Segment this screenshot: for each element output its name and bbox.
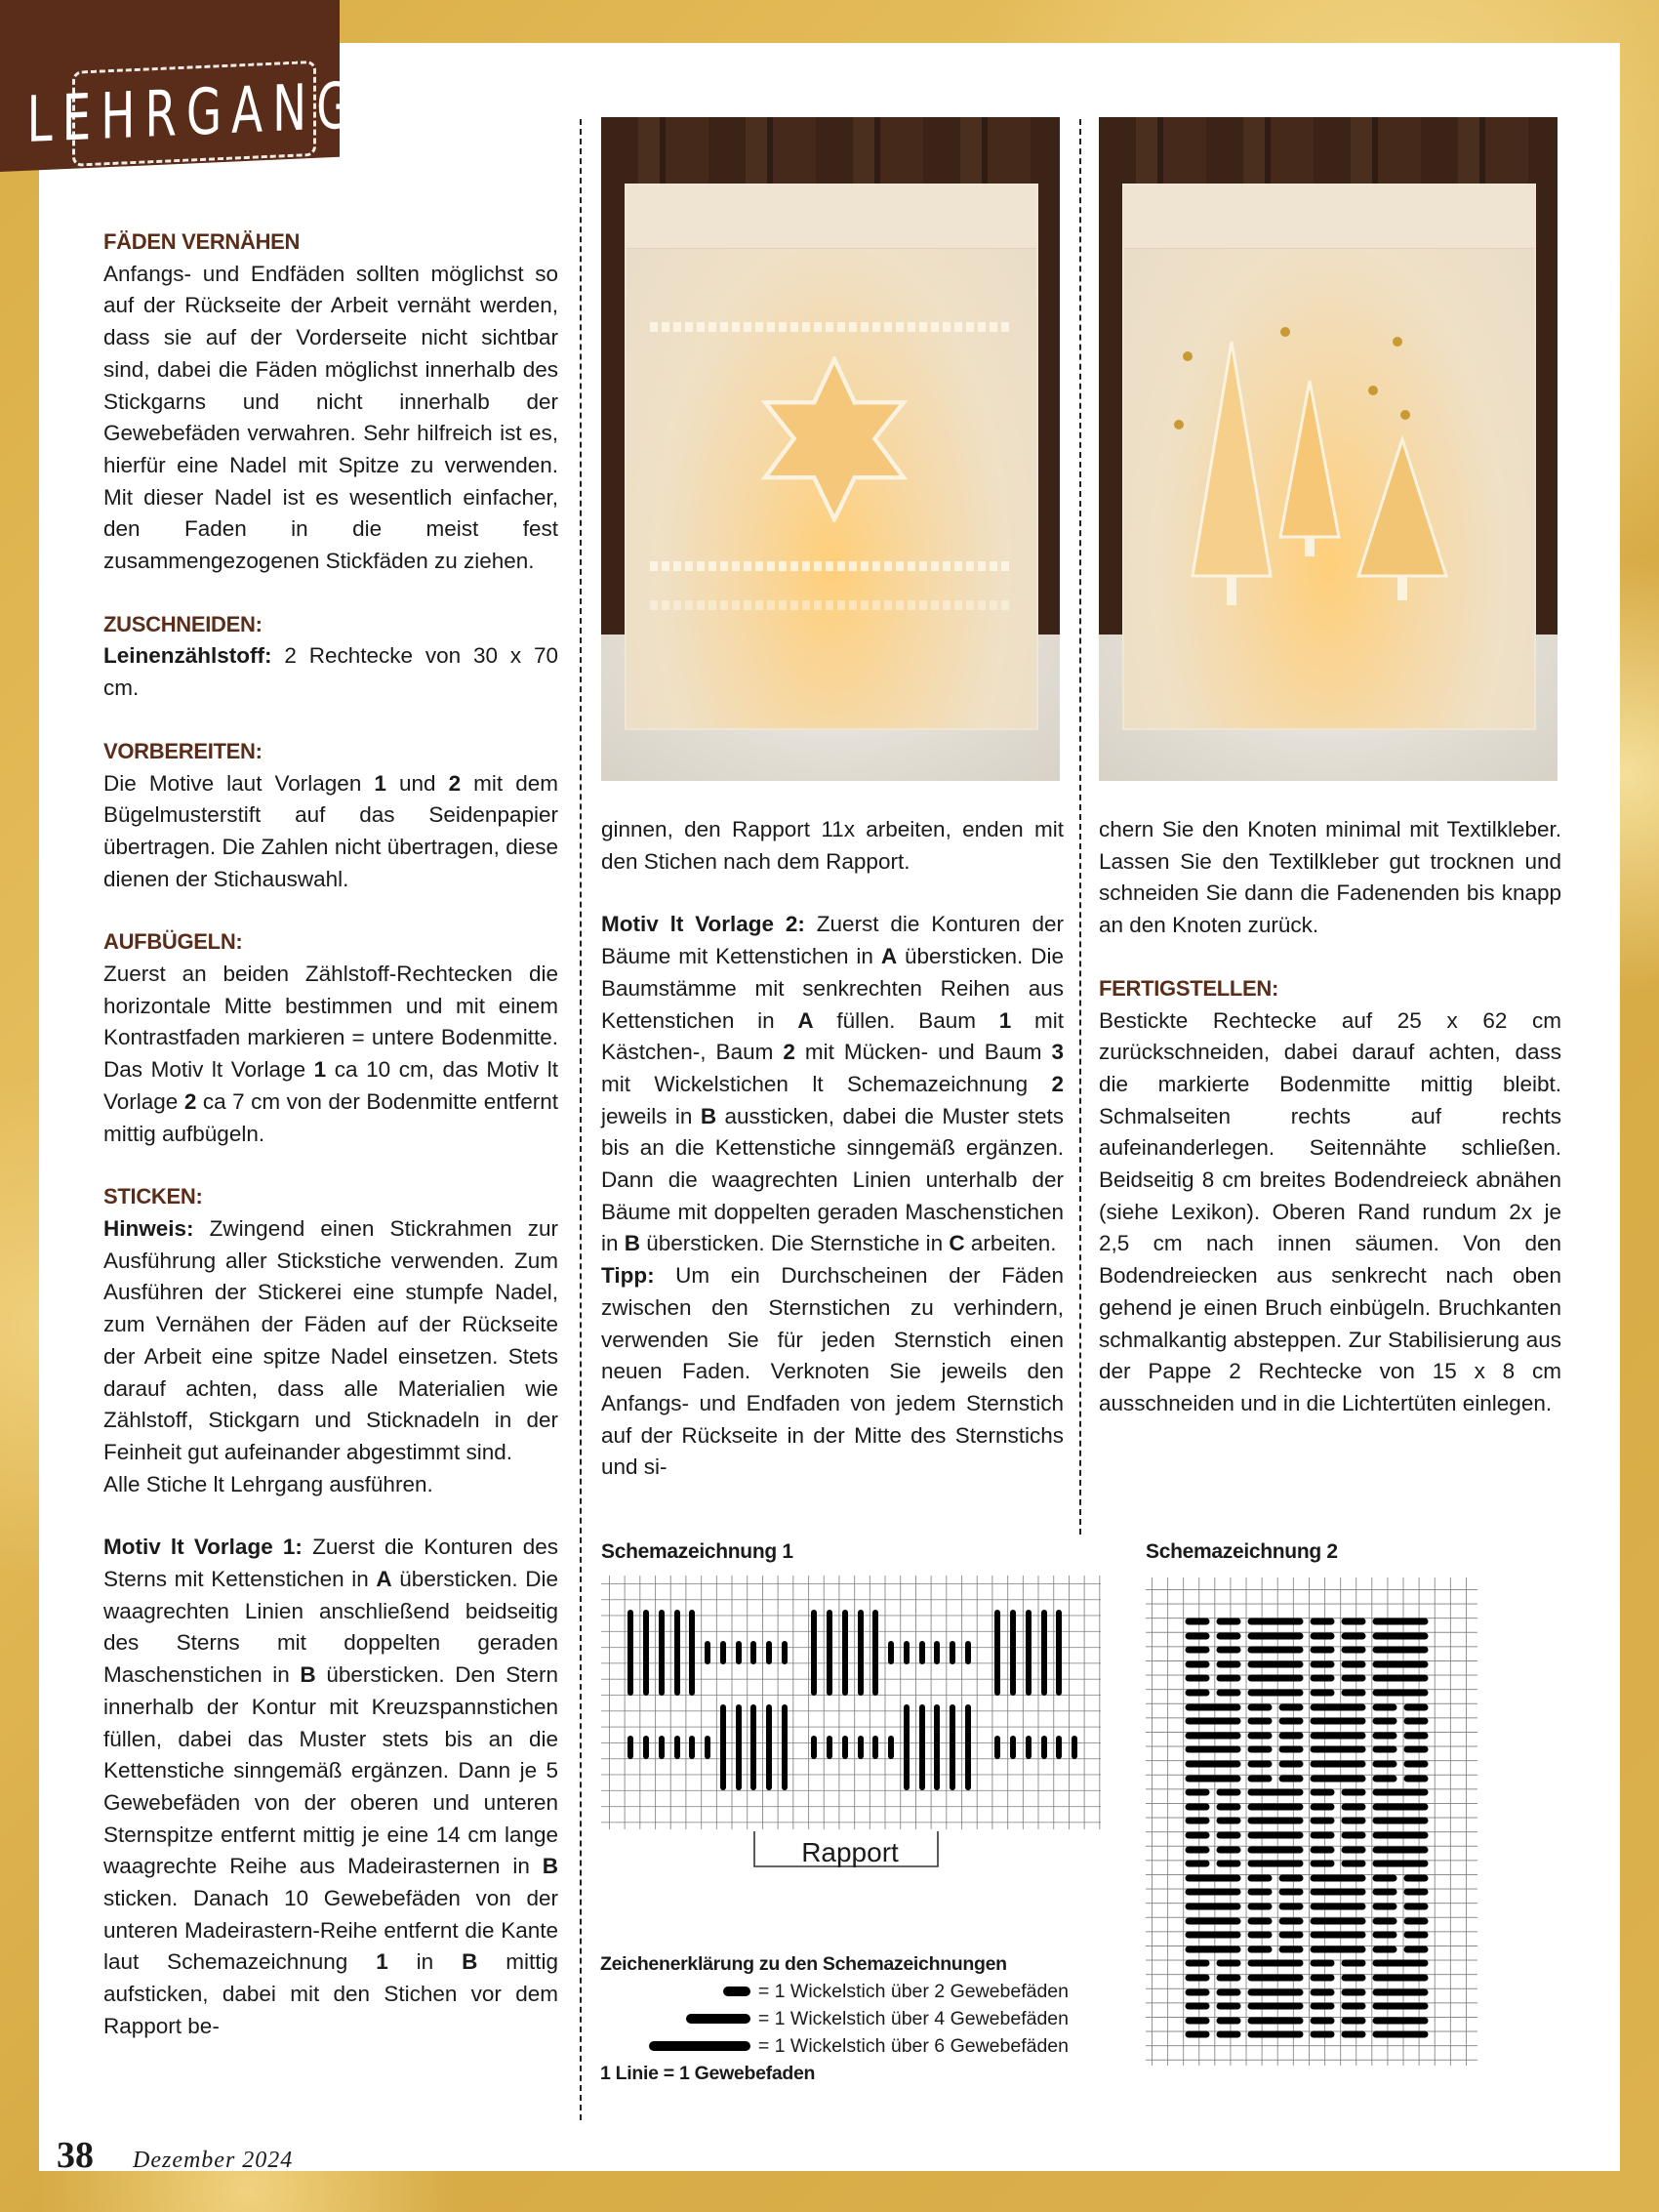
- text: 2 Rechtecke von 30 x 70 cm.: [103, 643, 558, 701]
- heading-vorbereiten: VORBEREITEN:: [103, 738, 263, 763]
- paragraph-continuation: ginnen, den Rapport 11x arbeiten, enden mit den Stichen nach dem Rapport.: [601, 817, 1064, 874]
- legend-item-2: = 1 Wickelstich über 2 Gewebefäden: [600, 1978, 1069, 2005]
- column-3: [1099, 814, 1561, 1420]
- diagram-legend: [600, 1950, 1088, 2087]
- paragraph-aufbuegeln: Zuerst an beiden Zählstoff-Rechtecken die horizontale Mitte bestimmen und mit einem Kontrastfaden markieren = untere Bodenmitte. Das Motiv lt Vorlage 1 ca 10 cm, das Motiv lt Vorlage 2 ca 7 cm von der Bodenmitte entfernt mittig aufbügeln.: [103, 962, 558, 1146]
- star-motif-icon: [761, 356, 908, 522]
- legend-item-4: = 1 Wickelstich über 4 Gewebefäden: [600, 2005, 1069, 2032]
- heading-faeden-vernaehen: FÄDEN VERNÄHEN: [103, 229, 301, 254]
- label-leinenzaehlstoff: Leinenzählstoff:: [103, 643, 272, 669]
- magazine-page: [26, 43, 1620, 2176]
- rapport-label: Rapport: [801, 1837, 899, 1867]
- heading-aufbuegeln: AUFBÜGELN:: [103, 929, 243, 955]
- paragraph-fertigstellen: Bestickte Rechtecke auf 25 x 62 cm zurückschneiden, dabei darauf achten, dass die markierte Bodenmitte mittig bleibt. Schmalseiten rechts auf rechts aufeinanderlegen. Seitennähte schließen. Beidseitig 8 cm breites Bodendreieck abnähen (siehe Lexikon). Oberen Rand rundum 2x je 2,5 cm nach innen säumen. Von den Bodendreiecken aus senkrecht nach oben gehend je einen Bruch einbügeln. Bruchkanten schmalkantig absteppen. Zur Stabilisierung aus der Pappe 2 Rechtecke von 15 x 8 cm ausschneiden und in die Lichtertüten einlegen.: [1099, 1007, 1561, 1415]
- heading-fertigstellen: FERTIGSTELLEN:: [1099, 975, 1279, 1001]
- legend-title: Zeichenerklärung zu den Schemazeichnungen: [600, 1953, 1007, 1975]
- column-divider-left: [580, 119, 582, 2120]
- section-label: LEHRGANG: [26, 69, 362, 158]
- legend-item-6: = 1 Wickelstich über 6 Gewebefäden: [600, 2032, 1069, 2060]
- paragraph-faeden-vernaehen: Anfangs- und Endfäden sollten möglichst so auf der Rückseite der Arbeit vernäht werden, dass sie auf der Vorderseite nicht sichtbar sind, dabei die Fäden möglichst innerhalb des Stickgarns und nicht innerhalb der Gewebefäden verwahren. Sehr hilfreich ist es, hierfür eine Nadel mit Spitze zu verwenden. Mit dieser Nadel ist es wesentlich einfacher, den Faden in die meist fest zusammengezogenen Stickfäden zu ziehen.: [103, 261, 558, 574]
- paragraph-continuation-3: chern Sie den Knoten minimal mit Textilkleber. Lassen Sie den Textilkleber gut trocknen und schneiden Sie dann die Fadenenden bis knapp an den Knoten zurück.: [1099, 817, 1561, 938]
- heading-zuschneiden: ZUSCHNEIDEN:: [103, 611, 263, 636]
- paragraph-zuschneiden: [103, 640, 558, 704]
- heading-sticken: STICKEN:: [103, 1184, 203, 1209]
- schema-1-title: Schemazeichnung 1: [601, 1540, 793, 1563]
- stitch-2-icon: [723, 1987, 750, 1996]
- paragraph-vorbereiten: Die Motive laut Vorlagen 1 und 2 mit dem Bügelmusterstift auf das Seidenpapier übertragen. Die Zahlen nicht übertragen, diese dienen der Stichauswahl.: [103, 770, 559, 891]
- paragraph-tipp: Tipp: Um ein Durchscheinen der Fäden zwischen den Sternstichen zu verhindern, verwenden Sie für jeden Sternstich einen neuen Faden. Verknoten Sie jeweils den Anfangs- und Endfaden von jedem Sternstich auf der Rückseite in der Mitte des Sternstichs und si-: [601, 1263, 1064, 1480]
- column-2: [601, 814, 1064, 1484]
- paragraph-motiv-1: Motiv lt Vorlage 1: Zuerst die Konturen des Sterns mit Kettenstichen in A übersticken. Die waagrechten Linien anschließend beidseitig des Sterns mit doppelten geraden Maschenstichen in B übersticken. Den Stern innerhalb der Kontur mit Kreuzspannstichen füllen, dabei das Muster stets bis an die Kettenstiche sinngemäß ergänzen. Dann je 5 Gewebefäden von der oberen und unteren Sternspitze entfernt mittig je eine 14 cm lange waagrechte Reihe aus Madeirasternen in B sticken. Danach 10 Gewebefäden von der unteren Madeirastern-Reihe entfernt die Kante laut Schemazeichnung 1 in B mittig aufsticken, dabei mit den Stichen vor dem Rapport be-: [103, 1535, 559, 2038]
- page-footer: [57, 2134, 293, 2177]
- stitch-4-icon: [686, 2014, 750, 2024]
- section-ribbon-frame: [26, 61, 362, 167]
- paragraph-motiv-2: Motiv lt Vorlage 2: Zuerst die Konturen der Bäume mit Kettenstichen in A übersticken. Die Baumstämme mit senkrechten Reihen aus Kettenstichen in A füllen. Baum 1 mit Kästchen-, Baum 2 mit Mücken- und Baum 3 mit Wickelstichen lt Schemazeichnung 2 jeweils in B aussticken, dabei die Muster stets bis an die Kettenstiche sinngemäß ergänzen. Dann die waagrechten Linien unterhalb der Bäume mit doppelten geraden Maschenstichen in B übersticken. Die Sternstiche in C arbeiten.: [601, 912, 1065, 1256]
- schema-2-diagram: [1146, 1577, 1477, 2124]
- issue-date: Dezember 2024: [133, 2148, 294, 2173]
- page-number: 38: [57, 2135, 94, 2176]
- tree-motif-icon: [1173, 322, 1466, 615]
- section-ribbon: [0, 0, 362, 172]
- column-1: [103, 226, 558, 2043]
- stitch-6-icon: [649, 2041, 750, 2051]
- column-divider-right: [1079, 119, 1081, 1535]
- schema-1-diagram: [601, 1576, 1101, 1878]
- photo-star-lantern: [601, 117, 1060, 781]
- paragraph-hinweis: Hinweis: Zwingend einen Stickrahmen zur Ausführung aller Stickstiche verwenden. Zum Ausführen der Stickerei eine stumpfe Nadel, zum Vernähen der Fäden auf der Rückseite der Arbeit eine spitze Nadel einsetzen. Stets darauf achten, dass alle Materialien wie Zählstoff, Stickgarn und Sticknadeln in der Feinheit gut aufeinander abgestimmt sind.: [103, 1215, 558, 1464]
- photo-tree-lantern: [1099, 117, 1558, 781]
- schema-2-title: Schemazeichnung 2: [1146, 1540, 1338, 1563]
- paragraph-alle-stiche: Alle Stiche lt Lehrgang ausführen.: [103, 1471, 433, 1496]
- legend-footer: 1 Linie = 1 Gewebefaden: [600, 2063, 816, 2084]
